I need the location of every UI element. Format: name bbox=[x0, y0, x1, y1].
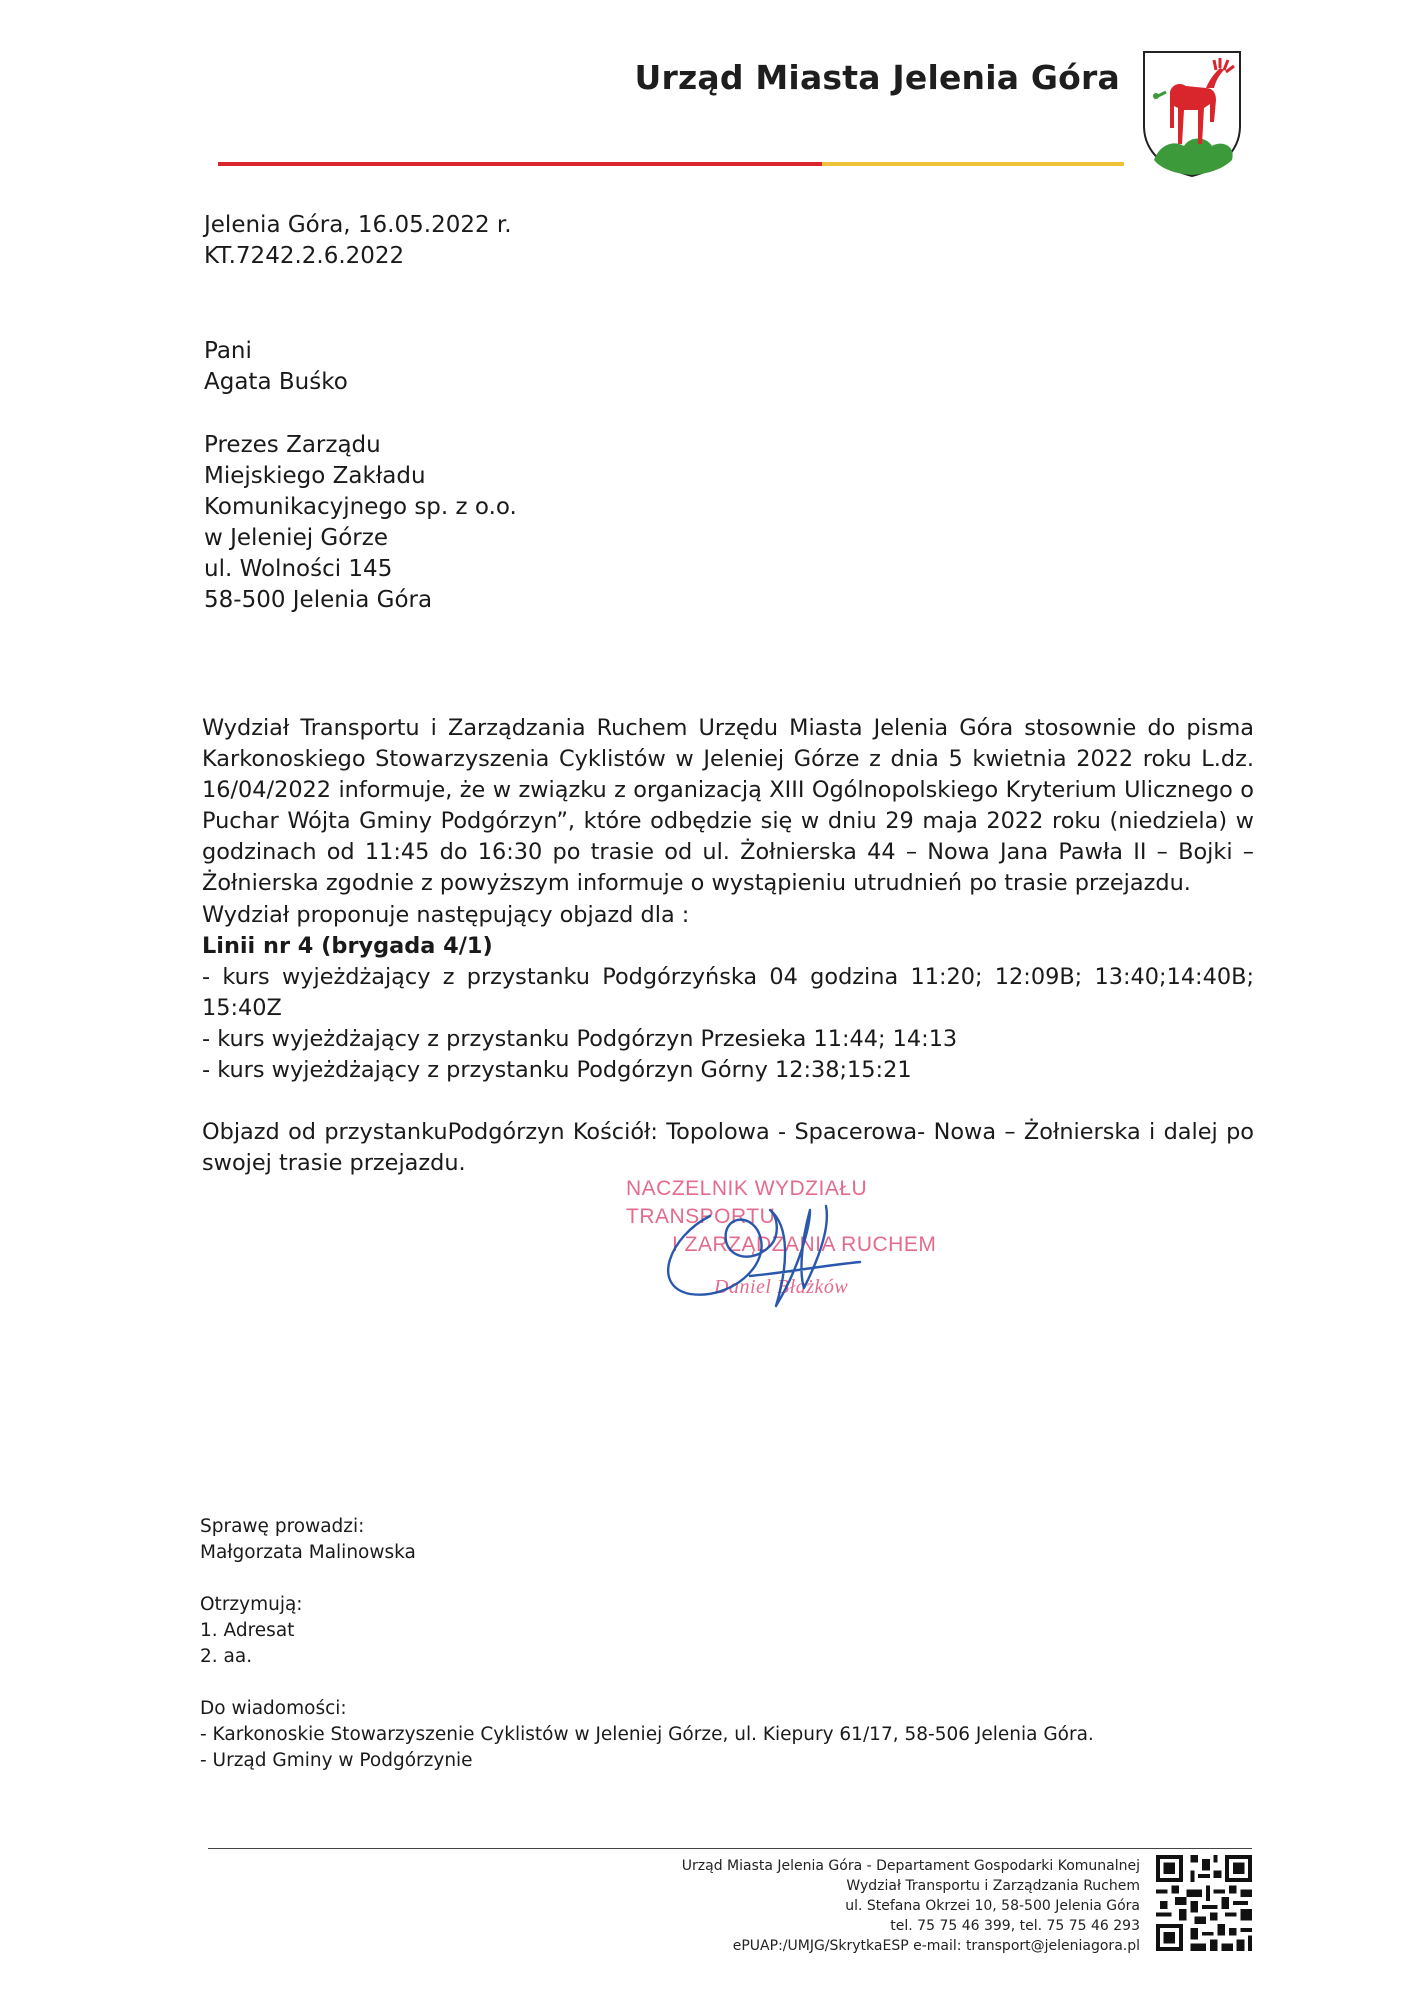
line-heading: Linii nr 4 (brygada 4/1) bbox=[202, 933, 493, 959]
handled-by-label: Sprawę prowadzi: bbox=[200, 1516, 365, 1537]
recipient-name: Agata Buśko bbox=[204, 369, 348, 395]
recipient-address bbox=[204, 430, 517, 616]
city-crest-icon bbox=[1140, 48, 1244, 178]
course-item: - kurs wyjeżdżający z przystanku Podgórzyńska 04 godzina 11:20; 12:09B; 13:40;14:40B; 15:40Z bbox=[202, 964, 1254, 1021]
header-rule-red bbox=[218, 162, 822, 166]
address-line: Miejskiego Zakładu bbox=[204, 463, 426, 489]
course-item: - kurs wyjeżdżający z przystanku Podgórzyn Przesieka 11:44; 14:13 bbox=[202, 1026, 958, 1052]
cc-list bbox=[200, 1696, 1200, 1774]
handled-by bbox=[200, 1514, 1200, 1566]
body-paragraph: Wydział Transportu i Zarządzania Ruchem Urzędu Miasta Jelenia Góra stosownie do pisma Karkonoskiego Stowarzyszenia Cyklistów w Jeleniej Górze z dnia 5 kwietnia 2022 roku L.dz. 16/04/2022 informuje, że w związku z organizacją XIII Ogólnopolskiego Kryterium Ulicznego o Puchar Wójta Gminy Podgórzyn”, które odbędzie się w dniu 29 maja 2022 roku (niedziela) w godzinach od 11:45 do 16:30 po trasie od ul. Żołnierska 44 – Nowa Jana Pawła II – Bojki – Żołnierska zgodnie z powyższym informuje o wystąpieniu utrudnień po trasie przejazdu. bbox=[202, 715, 1254, 896]
detour-description: Objazd od przystankuPodgórzyn Kościół: Topolowa - Spacerowa- Nowa – Żołnierska i dalej po swojej trasie przejazdu. bbox=[202, 1119, 1254, 1176]
footer-contact bbox=[560, 1856, 1140, 1956]
address-line: ul. Wolności 145 bbox=[204, 556, 393, 582]
address-line: Komunikacyjnego sp. z o.o. bbox=[204, 494, 517, 520]
handwritten-signature bbox=[650, 1176, 900, 1326]
detour-proposal: Wydział proponuje następujący objazd dla : bbox=[202, 902, 690, 928]
organization-title: Urząd Miasta Jelenia Góra bbox=[634, 58, 1120, 97]
recipient-salutation: Pani bbox=[204, 338, 252, 364]
stamp-line: NACZELNIK WYDZIAŁU TRANSPORTU bbox=[626, 1177, 868, 1228]
handled-by-name: Małgorzata Malinowska bbox=[200, 1542, 416, 1563]
course-item: - kurs wyjeżdżający z przystanku Podgórzyn Górny 12:38;15:21 bbox=[202, 1057, 912, 1083]
cc-item: - Urząd Gminy w Podgórzynie bbox=[200, 1750, 473, 1771]
footer-line: ePUAP:/UMJG/SkrytkaESP e-mail: transport@jeleniagora.pl bbox=[732, 1938, 1140, 1954]
recipients-item: 2. aa. bbox=[200, 1646, 253, 1667]
footer-line: Urząd Miasta Jelenia Góra - Departament Gospodarki Komunalnej bbox=[681, 1858, 1140, 1874]
footer-line: Wydział Transportu i Zarządzania Ruchem bbox=[846, 1878, 1140, 1894]
address-line: Prezes Zarządu bbox=[204, 432, 381, 458]
footer-line: tel. 75 75 46 399, tel. 75 75 46 293 bbox=[890, 1918, 1140, 1934]
stamp-line: Daniel Błażków bbox=[714, 1276, 849, 1298]
address-line: 58-500 Jelenia Góra bbox=[204, 587, 433, 613]
qr-code-icon bbox=[1156, 1855, 1252, 1951]
footer-line: ul. Stefana Okrzei 10, 58-500 Jelenia Góra bbox=[845, 1898, 1140, 1914]
reference-number: KT.7242.2.6.2022 bbox=[204, 243, 405, 269]
address-line: w Jeleniej Górze bbox=[204, 525, 388, 551]
recipients-list bbox=[200, 1592, 1200, 1670]
header-rule-yellow bbox=[822, 162, 1124, 166]
recipients-label: Otrzymują: bbox=[200, 1594, 303, 1615]
cc-item: - Karkonoskie Stowarzyszenie Cyklistów w Jeleniej Górze, ul. Kiepury 61/17, 58-506 Jelenia Góra. bbox=[200, 1724, 1094, 1745]
place-date: Jelenia Góra, 16.05.2022 r. bbox=[204, 212, 512, 238]
recipients-item: 1. Adresat bbox=[200, 1620, 295, 1641]
stamp-line: I ZARZĄDZANIA RUCHEM bbox=[672, 1233, 937, 1256]
cc-label: Do wiadomości: bbox=[200, 1698, 347, 1719]
footer-rule bbox=[208, 1848, 1252, 1849]
